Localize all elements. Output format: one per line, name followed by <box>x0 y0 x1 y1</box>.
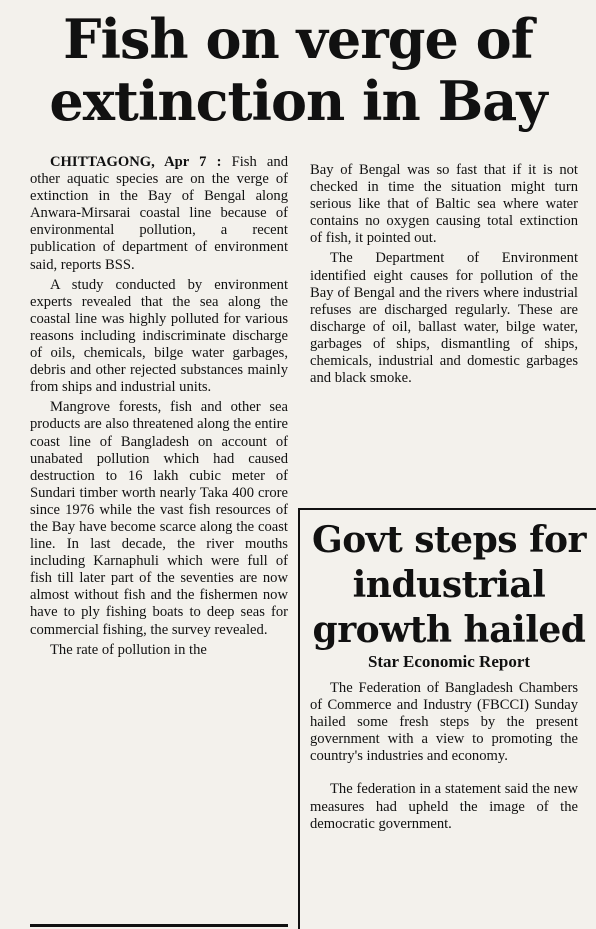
article-paragraph: The Department of Environment identified eight causes for pollution of the Bay of Bengal and the rivers where industrial refuses are discharged regularly. These are discharge of oil, ballast water, bilge water, garbages of ships, dismantling of ships, chemicals, industrial and domestic garbages and black smoke. <box>310 250 578 387</box>
main-headline-line2: extinction in Bay <box>49 69 547 133</box>
second-headline-line3: growth hailed <box>312 609 586 651</box>
main-headline-line1: Fish on verge of <box>63 7 533 71</box>
second-headline <box>306 518 592 653</box>
article-column-right <box>310 162 578 387</box>
article-paragraph: Mangrove forests, fish and other sea products are also threatened along the entire coast line of Bangladesh on account of unabated pollution which had caused destruction to 16 lakh cubic meter of Sundari timber worth nearly Taka 400 crore since 1976 while the vast fish resources of the Bay have become scarce along the coast line. In last decade, the river mouths including Karnaphuli which were full of fish till later part of the seventies are now almost without fish and the fishermen now have to ply fishing boats to deep seas for commercial fishing, the survey revealed. <box>30 399 288 638</box>
section-divider-vertical <box>298 510 300 929</box>
article-paragraph: A study conducted by environment experts revealed that the sea along the coastal line was highly polluted for various reasons including indiscriminate discharge of oils, chemicals, bilge water garbages, debris and other rejected substances mainly from ships and industrial units. <box>30 276 288 396</box>
second-headline-line2: industrial <box>352 564 546 606</box>
section-divider-horizontal <box>298 508 596 510</box>
dateline: CHITTAGONG, Apr 7 : <box>50 154 222 170</box>
second-headline-line1: Govt steps for <box>311 519 587 561</box>
article-paragraph: Bay of Bengal was so fast that if it is not checked in time the situation might turn serious like that of Baltic sea where water contains no oxygen causing total extinction of fish, it pointed out. <box>310 162 578 247</box>
article-paragraph: The rate of pollution in the <box>50 641 207 658</box>
main-headline <box>0 8 596 132</box>
column-bottom-rule <box>30 924 288 927</box>
article-paragraph: The federation in a statement said the new measures had upheld the image of the democratic government. <box>310 781 578 832</box>
article-column-left <box>30 154 288 659</box>
article-paragraph: CHITTAGONG, Apr 7 : Fish and other aquatic species are on the verge of extinction in the Bay of Bengal along Anwara-Mirsarai coastal line because of environmental pollution, a recent publication of department of environment said, reports BSS. <box>30 154 289 273</box>
second-article-body <box>310 680 578 833</box>
article-paragraph: The Federation of Bangladesh Chambers of Commerce and Industry (FBCCI) Sunday hailed some fresh steps by the present government with a view to promoting the country's industries and economy. <box>310 680 578 765</box>
byline: Star Economic Report <box>367 652 531 671</box>
